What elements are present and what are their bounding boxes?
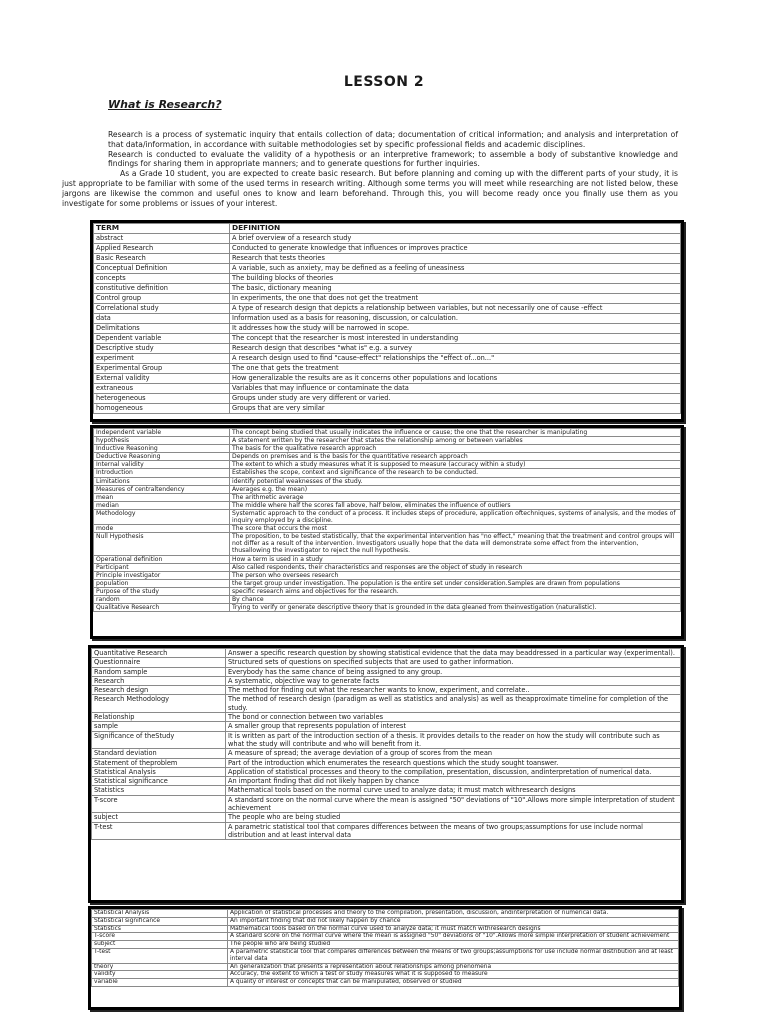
term-cell: population bbox=[94, 579, 230, 587]
term-cell: Methodology bbox=[94, 509, 230, 524]
table-row bbox=[94, 477, 681, 485]
definition-cell: the target group under investigation. The population is the entire set under consideration.Samples are drawn from populations bbox=[230, 579, 681, 587]
table-row bbox=[92, 713, 681, 722]
definition-cell: Also called respondents, their characteristics and responses are the object of study in research bbox=[230, 563, 681, 571]
term-cell: Conceptual Definition bbox=[94, 264, 230, 274]
table-row bbox=[94, 429, 681, 437]
term-cell: data bbox=[94, 314, 230, 324]
table-row bbox=[92, 925, 679, 933]
table-row bbox=[94, 453, 681, 461]
term-cell: Statistics bbox=[92, 925, 228, 933]
term-cell: extraneous bbox=[94, 384, 230, 394]
definition-cell: A quality of interest or concepts that can be manipulated, observed or studied bbox=[228, 979, 679, 987]
definition-cell: An generalization that presents a representation about relationships among phenomena bbox=[228, 963, 679, 971]
definition-cell: By chance bbox=[230, 595, 681, 603]
definition-cell: A standard score on the normal curve where the mean is assigned "50" deviations of "10".Allows more simple interpretation of student achievement bbox=[226, 795, 681, 813]
term-cell: Statistical Analysis bbox=[92, 767, 226, 776]
table-row bbox=[92, 971, 679, 979]
definition-cell: A systematic, objective way to generate facts bbox=[226, 676, 681, 685]
term-cell: Participant bbox=[94, 563, 230, 571]
term-cell: Statistical significance bbox=[92, 917, 228, 925]
table-row bbox=[92, 941, 679, 949]
table-row bbox=[94, 404, 681, 414]
table-row bbox=[94, 324, 681, 334]
term-cell: T-score bbox=[92, 933, 228, 941]
term-cell: abstract bbox=[94, 234, 230, 244]
definition-column-header: DEFINITION bbox=[230, 224, 681, 234]
definition-cell: Groups under study are very different or varied. bbox=[230, 394, 681, 404]
table-row bbox=[92, 979, 679, 987]
definition-cell: The score that occurs the most bbox=[230, 525, 681, 533]
term-cell: Statistical significance bbox=[92, 777, 226, 786]
definition-cell: The concept that the researcher is most interested in understanding bbox=[230, 334, 681, 344]
term-cell: Introduction bbox=[94, 469, 230, 477]
definition-cell: Structured sets of questions on specified subjects that are used to gather information. bbox=[226, 658, 681, 667]
table-row bbox=[94, 437, 681, 445]
definition-cell: Information used as a basis for reasoning, discussion, or calculation. bbox=[230, 314, 681, 324]
term-cell: T-score bbox=[92, 795, 226, 813]
intro-text bbox=[62, 130, 678, 208]
table-row bbox=[92, 731, 681, 749]
term-cell: Purpose of the study bbox=[94, 587, 230, 595]
table-row bbox=[94, 374, 681, 384]
term-cell: Dependent variable bbox=[94, 334, 230, 344]
table-row bbox=[94, 469, 681, 477]
table-row bbox=[92, 722, 681, 731]
table-row bbox=[94, 304, 681, 314]
definition-cell: Mathematical tools based on the normal curve used to analyze data; it must match withresearch designs bbox=[228, 925, 679, 933]
table-row bbox=[94, 525, 681, 533]
definition-cell: Everybody has the same chance of being assigned to any group. bbox=[226, 667, 681, 676]
definition-cell: The middle where half the scores fall above, half below, eliminates the influence of outliers bbox=[230, 501, 681, 509]
table-row bbox=[94, 254, 681, 264]
term-cell: Correlational study bbox=[94, 304, 230, 314]
definition-cell: specific research aims and objectives for the research. bbox=[230, 587, 681, 595]
term-cell: Significance of theStudy bbox=[92, 731, 226, 749]
table-row bbox=[92, 795, 681, 813]
terms-table-3 bbox=[88, 645, 684, 903]
definition-cell: Mathematical tools based on the normal curve used to analyze data; it must match withresearch designs bbox=[226, 786, 681, 795]
term-cell: mode bbox=[94, 525, 230, 533]
table-row bbox=[94, 314, 681, 324]
table-row bbox=[94, 555, 681, 563]
term-cell: Applied Research bbox=[94, 244, 230, 254]
definition-cell: A parametric statistical tool that compares differences between the means of two groups;assumptions for use include normal distribution and at least interval data bbox=[228, 948, 679, 963]
table-row bbox=[94, 604, 681, 612]
intro-paragraph-1: Research is a process of systematic inquiry that entails collection of data; documentation of critical information; and analysis and interpretation of that data/information, in accordance with suitable methodologies set by specific professional fields and academic disciplines. bbox=[108, 130, 678, 149]
table-row bbox=[92, 822, 681, 840]
table-row bbox=[94, 461, 681, 469]
definition-cell: The method of research design (paradigm as well as statistics and analysis) as well as theapproximate timeline for completion of the study. bbox=[226, 695, 681, 713]
term-cell: Relationship bbox=[92, 713, 226, 722]
terms-table-2 bbox=[90, 425, 684, 639]
term-cell: Independent variable bbox=[94, 429, 230, 437]
term-cell: mean bbox=[94, 493, 230, 501]
term-cell: experiment bbox=[94, 354, 230, 364]
table-row bbox=[92, 933, 679, 941]
term-cell: Quantitative Research bbox=[92, 649, 226, 658]
term-cell: Qualitative Research bbox=[94, 604, 230, 612]
definition-cell: Application of statistical processes and theory to the compilation, presentation, discussion, andinterpretation of numerical data. bbox=[226, 767, 681, 776]
term-column-header: TERM bbox=[94, 224, 230, 234]
definition-cell: The concept being studied that usually indicates the influence or cause; the one that the researcher is manipulating bbox=[230, 429, 681, 437]
definition-cell: Application of statistical processes and theory to the compilation, presentation, discussion, andinterpretation of numerical data. bbox=[228, 910, 679, 918]
definition-cell: An important finding that did not likely happen by chance bbox=[226, 777, 681, 786]
term-cell: Delimitations bbox=[94, 324, 230, 334]
definition-cell: Variables that may influence or contaminate the data bbox=[230, 384, 681, 394]
term-cell: Null Hypothesis bbox=[94, 533, 230, 555]
term-cell: T-test bbox=[92, 822, 226, 840]
term-cell: variable bbox=[92, 979, 228, 987]
term-cell: Deductive Reasoning bbox=[94, 453, 230, 461]
term-cell: Internal validity bbox=[94, 461, 230, 469]
definition-cell: Accuracy, the extent to which a test or study measures what it is supposed to measure bbox=[228, 971, 679, 979]
intro-paragraph-3: As a Grade 10 student, you are expected to create basic research. But before planning and coming up with the different parts of your study, it is just appropriate to be familiar with some of the used terms in research writing. Although some terms you will meet while researching are not listed below, these jargons are likewise the common and useful ones to know and learn beforehand. Through this, you will become ready once you finally use them as you investigate for some problems or issues of your interest. bbox=[62, 169, 678, 208]
definition-cell: Depends on premises and is the basis for the quantitative research approach bbox=[230, 453, 681, 461]
definition-cell: A smaller group that represents population of interest bbox=[226, 722, 681, 731]
intro-paragraph-2: Research is conducted to evaluate the validity of a hypothesis or an interpretive framework; to assemble a body of substantive knowledge and findings for sharing them in appropriate manners; and to generate questions for further inquiries. bbox=[108, 149, 678, 169]
term-cell: Research bbox=[92, 676, 226, 685]
term-cell: Experimental Group bbox=[94, 364, 230, 374]
table-row bbox=[94, 579, 681, 587]
term-cell: Statistics bbox=[92, 786, 226, 795]
term-cell: Basic Research bbox=[94, 254, 230, 264]
table-row bbox=[92, 758, 681, 767]
table-row bbox=[94, 493, 681, 501]
term-cell: Questionnaire bbox=[92, 658, 226, 667]
definition-cell: The basis for the qualitative research approach bbox=[230, 445, 681, 453]
term-cell: Research Methodology bbox=[92, 695, 226, 713]
definition-cell: The one that gets the treatment bbox=[230, 364, 681, 374]
definition-cell: The people who are being studied bbox=[226, 813, 681, 822]
table-row bbox=[94, 344, 681, 354]
table-row bbox=[94, 334, 681, 344]
term-cell: subject bbox=[92, 813, 226, 822]
table-row bbox=[92, 658, 681, 667]
definition-cell: A brief overview of a research study bbox=[230, 234, 681, 244]
definition-cell: A type of research design that depicts a relationship between variables, but not necessarily one of cause -effect bbox=[230, 304, 681, 314]
terms-table-4 bbox=[88, 906, 682, 1010]
definition-cell: The arithmetic average bbox=[230, 493, 681, 501]
term-cell: External validity bbox=[94, 374, 230, 384]
table-row bbox=[92, 686, 681, 695]
table-row bbox=[92, 649, 681, 658]
definition-cell: The extent to which a study measures what it is supposed to measure (accuracy within a study) bbox=[230, 461, 681, 469]
term-cell: Research design bbox=[92, 686, 226, 695]
term-cell: sample bbox=[92, 722, 226, 731]
table-row bbox=[92, 676, 681, 685]
table-row bbox=[94, 364, 681, 374]
definition-cell: In experiments, the one that does not get the treatment bbox=[230, 294, 681, 304]
term-cell: Control group bbox=[94, 294, 230, 304]
table-row bbox=[94, 294, 681, 304]
definition-cell: Averages e.g. the mean) bbox=[230, 485, 681, 493]
table-row bbox=[94, 394, 681, 404]
table-row bbox=[94, 595, 681, 603]
table-row bbox=[92, 948, 679, 963]
table-row bbox=[92, 963, 679, 971]
term-cell: Inductive Reasoning bbox=[94, 445, 230, 453]
term-cell: Operational definition bbox=[94, 555, 230, 563]
term-cell: Standard deviation bbox=[92, 749, 226, 758]
term-cell: Limitations bbox=[94, 477, 230, 485]
definition-cell: The building blocks of theories bbox=[230, 274, 681, 284]
terms-table-1 bbox=[90, 220, 684, 422]
definition-cell: How generalizable the results are as it concerns other populations and locations bbox=[230, 374, 681, 384]
definition-cell: It is written as part of the introduction section of a thesis. It provides details to the reader on how the study will contribute such as what the study will contribute and who will benefit from it. bbox=[226, 731, 681, 749]
term-cell: T-test bbox=[92, 948, 228, 963]
table-row bbox=[94, 445, 681, 453]
table-row bbox=[92, 910, 679, 918]
table-row bbox=[94, 533, 681, 555]
term-cell: homogeneous bbox=[94, 404, 230, 414]
definition-cell: An important finding that did not likely happen by chance bbox=[228, 917, 679, 925]
term-cell: Random sample bbox=[92, 667, 226, 676]
term-cell: Principle investigator bbox=[94, 571, 230, 579]
table-row bbox=[94, 563, 681, 571]
definition-cell: The basic, dictionary meaning bbox=[230, 284, 681, 294]
table-row bbox=[94, 264, 681, 274]
term-cell: concepts bbox=[94, 274, 230, 284]
definition-cell: The bond or connection between two variables bbox=[226, 713, 681, 722]
term-cell: validity bbox=[92, 971, 228, 979]
definition-cell: Part of the introduction which enumerates the research questions which the study sought toanswer. bbox=[226, 758, 681, 767]
table-row bbox=[92, 695, 681, 713]
definition-cell: A variable, such as anxiety, may be defined as a feeling of uneasiness bbox=[230, 264, 681, 274]
table-row bbox=[92, 749, 681, 758]
term-cell: constitutive definition bbox=[94, 284, 230, 294]
table-row bbox=[94, 284, 681, 294]
table-row bbox=[94, 587, 681, 595]
term-cell: Statement of theproblem bbox=[92, 758, 226, 767]
term-cell: Descriptive study bbox=[94, 344, 230, 354]
table-row bbox=[94, 244, 681, 254]
table-row bbox=[94, 571, 681, 579]
table-row bbox=[94, 234, 681, 244]
table-header-row bbox=[94, 224, 681, 234]
definition-cell: It addresses how the study will be narrowed in scope. bbox=[230, 324, 681, 334]
term-cell: subject bbox=[92, 941, 228, 949]
term-cell: Measures of centraltendency bbox=[94, 485, 230, 493]
definition-cell: identify potential weaknesses of the study. bbox=[230, 477, 681, 485]
definition-cell: A research design used to find "cause-effect" relationships the "effect of...on..." bbox=[230, 354, 681, 364]
term-cell: heterogeneous bbox=[94, 394, 230, 404]
term-cell: Statistical Analysis bbox=[92, 910, 228, 918]
definition-cell: The method for finding out what the researcher wants to know, experiment, and correlate.. bbox=[226, 686, 681, 695]
definition-cell: Research design that describes "what is" e.g. a survey bbox=[230, 344, 681, 354]
definition-cell: Research that tests theories bbox=[230, 254, 681, 264]
definition-cell: The person who oversees research bbox=[230, 571, 681, 579]
definition-cell: A parametric statistical tool that compares differences between the means of two groups;assumptions for use include normal distribution and at least interval data bbox=[226, 822, 681, 840]
definition-cell: Systematic approach to the conduct of a process. It includes steps of procedure, application oftechniques, systems of analysis, and the modes of inquiry employed by a discipline. bbox=[230, 509, 681, 524]
table-row bbox=[94, 384, 681, 394]
table-row bbox=[94, 501, 681, 509]
definition-cell: A standard score on the normal curve where the mean is assigned "50" deviations of "10".Allows more simple interpretation of student achievement bbox=[228, 933, 679, 941]
definition-cell: Answer a specific research question by showing statistical evidence that the data may beaddressed in a particular way (experimental). bbox=[226, 649, 681, 658]
table-row bbox=[92, 667, 681, 676]
table-row bbox=[92, 786, 681, 795]
definition-cell: The people who are being studied bbox=[228, 941, 679, 949]
table-row bbox=[92, 813, 681, 822]
table-row bbox=[92, 777, 681, 786]
table-row bbox=[94, 485, 681, 493]
table-row bbox=[94, 509, 681, 524]
definition-cell: A statement written by the researcher that states the relationship among or between variables bbox=[230, 437, 681, 445]
definition-cell: Conducted to generate knowledge that influences or improves practice bbox=[230, 244, 681, 254]
lesson-title: LESSON 2 bbox=[343, 74, 425, 90]
term-cell: hypothesis bbox=[94, 437, 230, 445]
table-row bbox=[94, 354, 681, 364]
section-heading: What is Research? bbox=[108, 98, 222, 111]
definition-cell: Groups that are very similar bbox=[230, 404, 681, 414]
term-cell: median bbox=[94, 501, 230, 509]
definition-cell: How a term is used in a study bbox=[230, 555, 681, 563]
definition-cell: A measure of spread; the average deviation of a group of scores from the mean bbox=[226, 749, 681, 758]
table-row bbox=[92, 767, 681, 776]
definition-cell: Establishes the scope, context and significance of the research to be conducted. bbox=[230, 469, 681, 477]
table-row bbox=[92, 917, 679, 925]
term-cell: theory bbox=[92, 963, 228, 971]
definition-cell: The proposition, to be tested statistically, that the experimental intervention has "no effect," meaning that the treatment and control groups will not differ as a result of the intervention. Investigators usually hope that the data will demonstrate some effect from the intervention, thusallowing the investigator to reject the null hypothesis. bbox=[230, 533, 681, 555]
table-row bbox=[94, 274, 681, 284]
definition-cell: Trying to verify or generate descriptive theory that is grounded in the data gleaned from theinvestigation (naturalistic). bbox=[230, 604, 681, 612]
term-cell: random bbox=[94, 595, 230, 603]
